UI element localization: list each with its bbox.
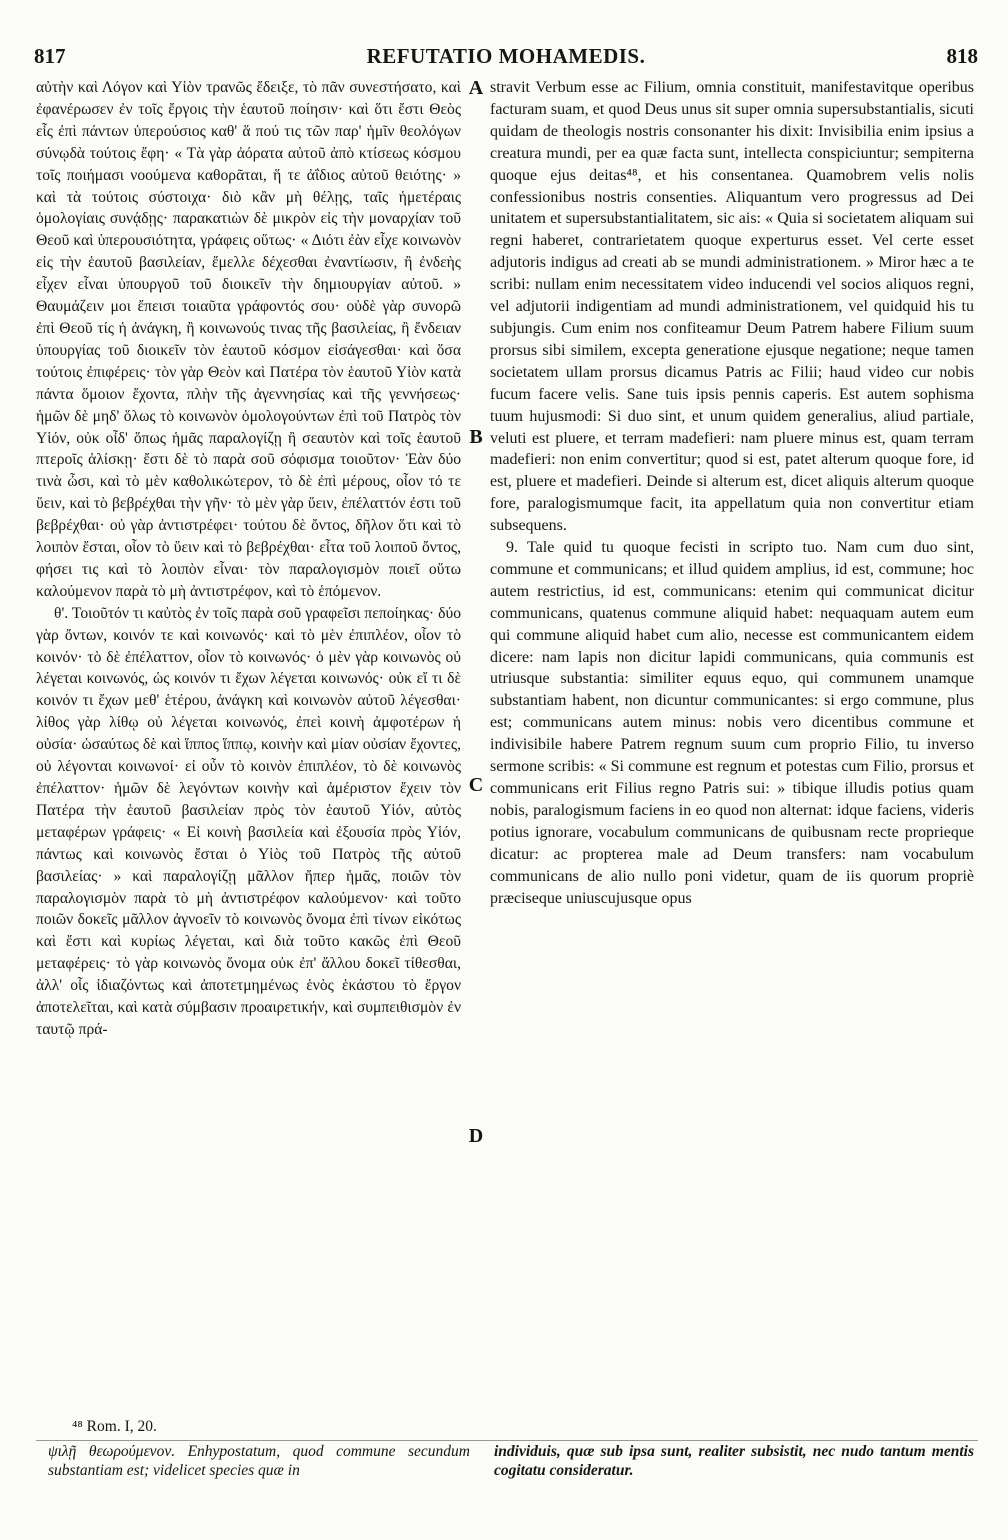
- greek-paragraph: θ'. Τοιοῦτόν τι καὐτὸς ἐν τοῖς παρὰ σοῦ γραφεῖσι πεποίηκας· δύο γὰρ ὄντων, κοινόν τε καὶ κοινωνός· καὶ τὸ μὲν ἐπιπλέον, οἷον τὸ κοινόν· τὸ δὲ ἐπέλαττον, οἷον τὸ κοινωνός· ὁ μὲν γὰρ κοινωνὸς οὐ λέγεται κοινωνός, ὡς κοινόν τι ἔχων λέγεται κοινωνός· οὐκ εἴ τι δὲ κοινόν τι ἔχων μεθ' ἑτέρου, ἀνάγκη καὶ κοινωνὸν αὐτοῦ λέγεσθαι· λίθος γὰρ λίθῳ οὐ λέγεται κοινωνός, ἐπεὶ κοινὴ ἀμφοτέρων ἡ οὐσία· ὡσαύτως δὲ καὶ ἵππος ἵππῳ, κοινὴν καὶ μίαν οὐσίαν ἔχοντες, οὐ λέγονται κοινωνοί· εἰ οὖν τὸ κοινὸν ἐπιπλέον, τὸ δὲ κοινωνὸς ἐπέλαττον· ἡμῶν δὲ λεγόντων κοινὴν καὶ ἀμέριστον ἔχειν τὸν Πατέρα τὴν ἑαυτοῦ βασιλείαν πρὸς τὸν ἑαυτοῦ Υἱόν, αὐτὸς μεταφέρων γράφεις· « Εἰ κοινὴ βασιλεία καὶ ἐξουσία πρὸς Υἱόν, πάντως καὶ κοινωνὸς ἔσται ὁ Υἱὸς τοῦ Πατρὸς τῆς αὐτοῦ βασιλείας· » καὶ παραλογίζῃ μᾶλλον ἤπερ ἡμᾶς, ποιῶν τὸν παραλογισμὸν παρὰ τὸ μὴ ἀντιστρέφον καλούμενον· καὶ τοῦτο ποιῶν δοκεῖς μᾶλλον ἀγνοεῖν τὸ κοινωνὸς ὄνομα ἐπὶ τίνων εἰκότως καὶ ἔστι καὶ κυρίως λέγεται, καὶ διὰ τοῦτο κακῶς ἐπὶ Θεοῦ μεταφέρεις· τὸ γὰρ κοινωνὸς ὄνομα οὐκ ἐπ' ἄλλου δοκεῖ τίθεσθαι, ἀλλ' οἷς ἰδιαζόντως καὶ ἀποτετμημένως ἑνὸς ἑκάστου τὸ ἔργον ἀποτελεῖται, καὶ κατὰ σύμβασιν προαιρετικήν, καὶ συμπειθισμὸν ἐν ταυτῷ πρά-: [36, 604, 461, 1038]
- section-marker-d: D: [468, 1125, 484, 1147]
- running-title: REFUTATIO MOHAMEDIS.: [366, 44, 646, 68]
- section-marker-a: A: [468, 77, 484, 99]
- section-marker-c: C: [468, 774, 484, 796]
- latin-paragraph: 9. Tale quid tu quoque fecisti in scripto tuo. Nam cum duo sint, commune et communicans; et illud quidem amplius, id est, commune; hoc autem restrictius, id est, communicans: etenim qui communicat dicitur communicans, quatenus commune aliquid habet: nequaquam autem eum qui commune aliquid habet cum alio, necesse est communicantem eidem dicere: nam lapis non dicitur lapidi communicans, quia communis est utriusque substantia: similiter equus equo, qui communem unamque substantiam habent, non dicuntur communicantes: si ergo commune, plus est; communicans autem minus: nobis vero dicentibus commune et indivisibile habere Patrem regnum suum cum proprio Filio, tu inverso sermone scribis: « Si commune est regnum et potestas cum Filio, prorsus et communicans erit Filius regno Patris sui: » tibique illudis potius quam nobis, paralogismum faciens in eo quod non alternat: idque faciens, videris potius ignorare, vocabulum communicans de quibusnam recte proprieque dicatur: ac propterea male ad Deum transfers: nam vocabulum communicans de alio nullo poni videtur, quam de iis quorum propriè præciseque uniuscujusque opus: [490, 539, 974, 907]
- latin-column: [490, 77, 974, 1413]
- page-number-left: 817: [34, 44, 66, 68]
- bottom-note-right: individuis, quæ sub ipsa sunt, realiter subsistit, nec nudo tantum mentis cogitatu consideratur.: [494, 1443, 974, 1479]
- page-number-right: 818: [946, 44, 978, 68]
- footer-divider: [36, 1440, 978, 1441]
- section-marker-b: B: [469, 426, 483, 448]
- running-header: [34, 44, 978, 70]
- greek-paragraph: αὐτὴν καὶ Λόγον καὶ Υἱὸν τρανῶς ἔδειξε, τὸ πᾶν συνεστήσατο, καὶ ἐφανέρωσεν ἐν τοῖς ἔργοις τὴν ἑαυτοῦ ποίησιν· καὶ ὅτι ἔστι Θεὸς εἷς ἐπὶ πάντων ὑπερούσιος καθ' ἅ πού τις τῶν παρ' ἡμῖν θεολόγων σύνῳδὰ τούτοις ἔφη· « Τὰ γὰρ ἀόρατα αὐτοῦ ἀπὸ κτίσεως κόσμου τοῖς ποιήμασι νοούμενα καθορᾶται, ἥ τε ἀΐδιος αὐτοῦ θειότης· » καὶ τὰ τούτοις σύστοιχα· διὸ κἂν μὴ θέλῃς, ταῖς ἡμετέραις ὁμολογίαις συνᾴδῃς· παρακατιὼν δὲ μικρὸν εἰς τὴν μοναρχίαν τοῦ Θεοῦ καὶ ὑπερουσιότητα, γράφεις οὕτως· « Διότι ἐὰν εἶχε κοινωνὸν εἰς τὴν ἑαυτοῦ βασιλείαν, ἔμελλε δέχεσθαι ἐναντίωσιν, ἢ ἐνδεὴς εἶχεν εἶναι ὑπουργοῦ τοῦ διοικεῖν τὴν δημιουργίαν αὐτοῦ. » Θαυμάζειν μοι ἔπεισι τοιαῦτα γράφοντός σου· οὐδὲ γὰρ συνορῶ ἐπὶ Θεοῦ τίς ἡ ἀνάγκη, ἢ κοινωνούς τινας τῆς βασιλείας, ἢ ἔνδειαν ὑπουργίας τοῦ διοικεῖν τὸν ἑαυτοῦ κόσμον εἰσάγεσθαι· καὶ ὅσα τούτοις ἐπιφέρεις· τὸν γὰρ Θεὸν καὶ Πατέρα τὸν ἑαυτοῦ Υἱὸν κατὰ πάντα ὅμοιον ἔχοντα, πλὴν τῆς ἀγεννησίας καὶ τῆς γεννήσεως· ἡμῶν δὲ μηδ' ὅλως τὸ κοινωνὸν ὁμολογούντων ἐπὶ τοῦ Πατρὸς τὸν Υἱόν, οὐκ οἶδ' ὅπως ἡμᾶς παραλογίζῃ ἢ σεαυτὸν καὶ τοῖς ἑαυτοῦ πτεροῖς ἁλίσκῃ· ἔστι δὲ τὸ παρὰ σοῦ σόφισμα τοιοῦτον· Ἐὰν δύο τινὰ ὦσι, καὶ τὸ μὲν καθολικώτερον, τὸ δὲ ἐπὶ μέρους, οἷον τό τε ὕειν, καὶ τὸ βεβρέχθαι τὴν γῆν· τὸ μὲν γὰρ ὕειν, ἐπέλαττόν ἐστι τοῦ βεβρέχθαι· οὐ γὰρ ἀντιστρέφει· τούτου δὲ ὄντος, δῆλον ὅτι καὶ τὸ λοιπὸν ἔσται, οἷον τὸ ὕειν καὶ τὸ βεβρέχθαι· εἶτα τοῦ λοιποῦ ὄντος, φήσει τις καὶ τὸ λοιπὸν εἶναι· τὸν παραλογισμὸν ποιεῖ οὕτω καλούμενον παρὰ τὸ μὴ ἀντιστρέφον, καὶ τὸ ἑπόμενον.: [36, 79, 461, 600]
- footnote: ⁴⁸ Rom. I, 20.: [72, 1418, 157, 1435]
- bottom-note-left: ψιλῇ θεωρούμενον. Enhypostatum, quod commune secundum substantiam est; videlicet species quæ in: [48, 1443, 470, 1479]
- latin-paragraph: stravit Verbum esse ac Filium, omnia constituit, manifestavitque operibus facturam suam, et quod Deus unus sit super omnia supersubstantialis, sicuti quidam de theologis nostris consonanter his dixit: Invisibilia enim ipsius a creatura mundi, per ea quæ facta sunt, intellecta conspiciuntur; sempiterna quoque ejus deitas⁴⁸, et his consentanea. Quamobrem velis nolis confessionibus nostris consenties. Aliquantum vero progressus ad Dei unitatem et supersubstantialitatem, sic ais: « Quia si societatem aliquam sui regni haberet, contrarietatem quoque experturus esset. Vel certe esset adjutoris indigus ad creati ab se mundi administrationem. » Miror hæc a te scribi: nullam enim necessitatem video inducendi vel socios aliquos regni, vel adjutorii indigentiam ad mundi administrationem, vel quidquid his tu subjungis. Cum enim nos confiteamur Deum Patrem habere Filium suum prorsus sibi similem, excepta generatione ejusque negatione; neque tamen societatem ullam prorsus dicamus Patris ac Filii; haud video cur nobis fucum facere velis. Sane tuis ipsis pennis caperis. Est autem sophisma tuum hujusmodi: Si duo sint, et unum quidem generalius, aliud partiale, veluti est pluere, et terram madefieri: nam pluere minus est, quam terram madefieri: non enim convertitur; quod si est, patet alterum quoque fore, id est, pluere et madefieri. Deinde si alterum est, dicet aliquis alterum quoque fore, paralogismumque facit, ita appellatum quia non convertitur etiam subsequens.: [490, 79, 974, 535]
- greek-column: [36, 77, 461, 1413]
